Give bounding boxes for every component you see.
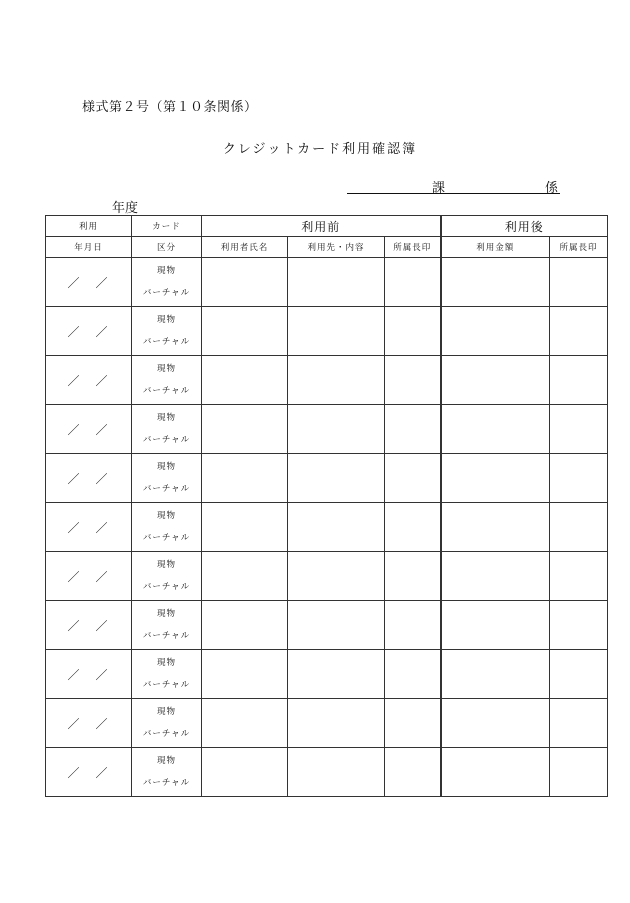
card-type-cell[interactable] — [132, 748, 202, 797]
fiscal-year-label: 年度 — [112, 201, 139, 216]
after-seal-field[interactable] — [550, 650, 608, 699]
card-type-physical[interactable]: 現物 — [156, 266, 176, 276]
card-type-virtual[interactable]: バーチャル — [142, 435, 191, 445]
before-seal-field[interactable] — [385, 699, 441, 748]
amount-field[interactable] — [441, 748, 550, 797]
user-name-field[interactable] — [202, 307, 288, 356]
header-before-usage: 利用前 — [202, 216, 441, 237]
after-seal-field[interactable] — [550, 258, 608, 307]
amount-field[interactable] — [441, 601, 550, 650]
amount-field[interactable] — [441, 650, 550, 699]
destination-field[interactable] — [288, 454, 385, 503]
user-name-field[interactable] — [202, 503, 288, 552]
card-type-virtual[interactable]: バーチャル — [142, 337, 191, 347]
header-usage-line1: 利用 — [46, 216, 132, 237]
amount-field[interactable] — [441, 454, 550, 503]
card-type-virtual[interactable]: バーチャル — [142, 484, 191, 494]
amount-field[interactable] — [441, 405, 550, 454]
after-seal-field[interactable] — [550, 748, 608, 797]
amount-field[interactable] — [441, 552, 550, 601]
card-type-virtual[interactable]: バーチャル — [142, 680, 191, 690]
after-seal-field[interactable] — [550, 699, 608, 748]
destination-field[interactable] — [288, 650, 385, 699]
date-field[interactable]: ／ ／ — [46, 699, 132, 748]
header-card-line2: 区分 — [132, 237, 202, 258]
department-label: 課 — [432, 181, 446, 196]
form-number: 様式第２号（第１０条関係） — [82, 100, 258, 115]
date-field[interactable]: ／ ／ — [46, 650, 132, 699]
card-type-physical[interactable]: 現物 — [156, 707, 176, 717]
table-row — [46, 307, 608, 356]
header-usage-line2: 年月日 — [46, 237, 132, 258]
destination-field[interactable] — [288, 405, 385, 454]
table-row — [46, 699, 608, 748]
card-type-cell[interactable] — [132, 601, 202, 650]
card-type-physical[interactable]: 現物 — [156, 658, 176, 668]
card-type-cell[interactable] — [132, 258, 202, 307]
card-type-virtual[interactable]: バーチャル — [142, 386, 191, 396]
destination-field[interactable] — [288, 307, 385, 356]
header-card-line1: カード — [132, 216, 202, 237]
destination-field[interactable] — [288, 601, 385, 650]
card-type-virtual[interactable]: バーチャル — [142, 631, 191, 641]
card-type-cell[interactable] — [132, 699, 202, 748]
department-section-line — [347, 177, 560, 194]
user-name-field[interactable] — [202, 552, 288, 601]
user-name-field[interactable] — [202, 650, 288, 699]
table-row — [46, 650, 608, 699]
table-row — [46, 748, 608, 797]
date-field[interactable]: ／ ／ — [46, 307, 132, 356]
table-row — [46, 356, 608, 405]
before-seal-field[interactable] — [385, 258, 441, 307]
date-field[interactable]: ／ ／ — [46, 405, 132, 454]
document-title: クレジットカード利用確認簿 — [222, 142, 418, 157]
card-type-cell[interactable] — [132, 405, 202, 454]
before-seal-field[interactable] — [385, 454, 441, 503]
date-field[interactable]: ／ ／ — [46, 748, 132, 797]
before-seal-field[interactable] — [385, 650, 441, 699]
after-seal-field[interactable] — [550, 552, 608, 601]
card-type-virtual[interactable]: バーチャル — [142, 533, 191, 543]
card-type-cell[interactable] — [132, 307, 202, 356]
before-seal-field[interactable] — [385, 405, 441, 454]
card-type-virtual[interactable]: バーチャル — [142, 729, 191, 739]
user-name-field[interactable] — [202, 748, 288, 797]
table-row — [46, 503, 608, 552]
before-seal-field[interactable] — [385, 552, 441, 601]
user-name-field[interactable] — [202, 258, 288, 307]
date-field[interactable]: ／ ／ — [46, 503, 132, 552]
header-user-name: 利用者氏名 — [202, 237, 288, 258]
card-type-cell[interactable] — [132, 650, 202, 699]
before-seal-field[interactable] — [385, 356, 441, 405]
table-row — [46, 552, 608, 601]
card-type-physical[interactable]: 現物 — [156, 511, 176, 521]
destination-field[interactable] — [288, 356, 385, 405]
user-name-field[interactable] — [202, 601, 288, 650]
usage-ledger-table — [45, 215, 608, 797]
card-type-virtual[interactable]: バーチャル — [142, 582, 191, 592]
after-seal-field[interactable] — [550, 601, 608, 650]
card-type-physical[interactable]: 現物 — [156, 609, 176, 619]
date-field[interactable]: ／ ／ — [46, 552, 132, 601]
section-label: 係 — [545, 181, 559, 196]
amount-field[interactable] — [441, 699, 550, 748]
after-seal-field[interactable] — [550, 503, 608, 552]
before-seal-field[interactable] — [385, 503, 441, 552]
card-type-physical[interactable]: 現物 — [156, 560, 176, 570]
table-row — [46, 454, 608, 503]
card-type-virtual[interactable]: バーチャル — [142, 778, 191, 788]
card-type-physical[interactable]: 現物 — [156, 413, 176, 423]
header-after-usage: 利用後 — [441, 216, 608, 237]
user-name-field[interactable] — [202, 454, 288, 503]
destination-field[interactable] — [288, 503, 385, 552]
amount-field[interactable] — [441, 307, 550, 356]
card-type-physical[interactable]: 現物 — [156, 364, 176, 374]
header-after-seal: 所属長印 — [550, 237, 608, 258]
before-seal-field[interactable] — [385, 601, 441, 650]
header-before-seal: 所属長印 — [385, 237, 441, 258]
amount-field[interactable] — [441, 258, 550, 307]
destination-field[interactable] — [288, 748, 385, 797]
card-type-physical[interactable]: 現物 — [156, 315, 176, 325]
user-name-field[interactable] — [202, 356, 288, 405]
card-type-cell[interactable] — [132, 454, 202, 503]
destination-field[interactable] — [288, 699, 385, 748]
table-row — [46, 405, 608, 454]
user-name-field[interactable] — [202, 699, 288, 748]
card-type-physical[interactable]: 現物 — [156, 462, 176, 472]
table-row — [46, 258, 608, 307]
card-type-cell[interactable] — [132, 552, 202, 601]
header-amount: 利用金額 — [441, 237, 550, 258]
card-type-cell[interactable] — [132, 356, 202, 405]
table-row — [46, 601, 608, 650]
after-seal-field[interactable] — [550, 356, 608, 405]
after-seal-field[interactable] — [550, 405, 608, 454]
user-name-field[interactable] — [202, 405, 288, 454]
destination-field[interactable] — [288, 258, 385, 307]
date-field[interactable]: ／ ／ — [46, 601, 132, 650]
amount-field[interactable] — [441, 503, 550, 552]
after-seal-field[interactable] — [550, 307, 608, 356]
after-seal-field[interactable] — [550, 454, 608, 503]
date-field[interactable]: ／ ／ — [46, 258, 132, 307]
before-seal-field[interactable] — [385, 748, 441, 797]
date-field[interactable]: ／ ／ — [46, 356, 132, 405]
card-type-physical[interactable]: 現物 — [156, 756, 176, 766]
destination-field[interactable] — [288, 552, 385, 601]
card-type-virtual[interactable]: バーチャル — [142, 288, 191, 298]
date-field[interactable]: ／ ／ — [46, 454, 132, 503]
header-destination: 利用先・内容 — [288, 237, 385, 258]
amount-field[interactable] — [441, 356, 550, 405]
before-seal-field[interactable] — [385, 307, 441, 356]
card-type-cell[interactable] — [132, 503, 202, 552]
